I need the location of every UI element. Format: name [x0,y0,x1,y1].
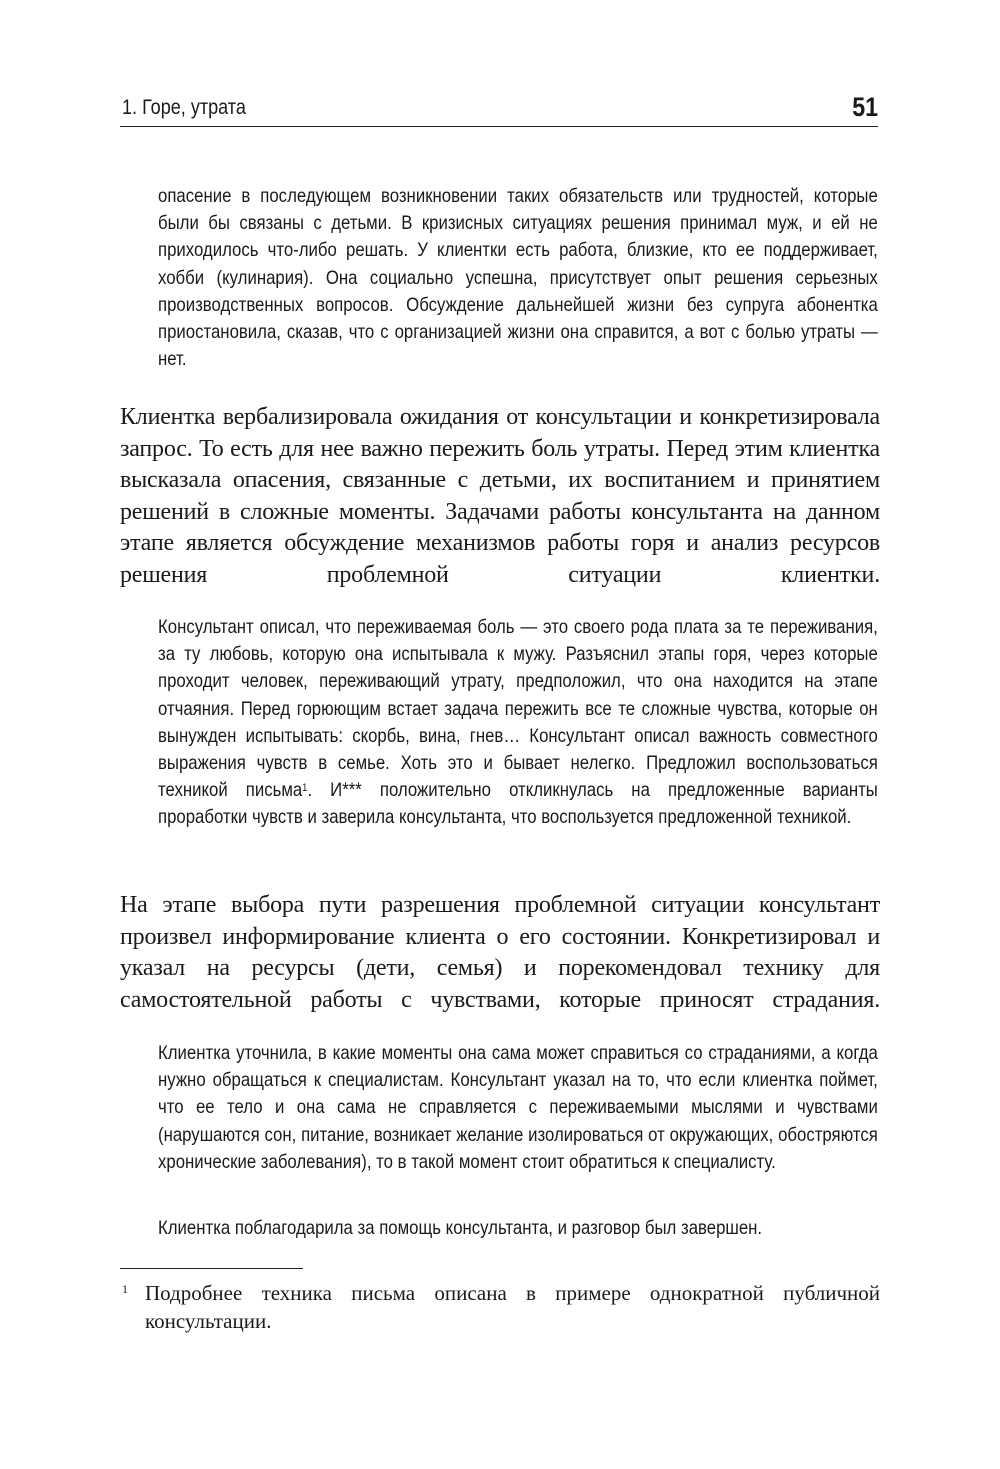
main-paragraph-1 [120,402,880,592]
case-excerpt-1 [158,183,878,373]
case-excerpt-2-part1: Консультант описал, что переживаемая боль — это своего рода плата за те переживания, за ту любовь, которую она испытывала к мужу. Разъяснил этапы горя, через которые проходит человек, переживающий утрату, предположил, что она находится на этапе отчаяния. Перед горюющим встает задача пережить все те сложные чувства, которые он вынужден испытывать: скорбь, вина, гнев… Консультант описал важность совместного выражения чувств в семье. Хоть это и бывает нелегко. Предложил воспользоваться техникой письма [158,616,878,802]
footnote-divider [120,1268,303,1269]
case-excerpt-3-text: Клиентка уточнила, в какие моменты она сама может справиться со страданиями, а когда нужно обращаться к специалистам. Консультант указал на то, что если клиентка поймет, что ее тело и она сама не справляется с переживаемыми мыслями и чувствами (нарушаются сон, питание, возникает желание изолироваться от окружающих, обостряются хронические заболевания), то в такой момент стоит обратиться к специалисту. [158,1042,878,1173]
page-number: 51 [852,92,878,122]
case-excerpt-4 [158,1215,878,1242]
footnote-reference[interactable]: 1 [302,782,308,795]
running-header [120,92,878,127]
footnote-text: Подробнее техника письма описана в примере однократной публичной консультации. [145,1281,880,1333]
main-paragraph-2-text: На этапе выбора пути разрешения проблемной ситуации консультант произвел информирование клиента о его состоянии. Конкретизировал и указал на ресурсы (дети, семья) и порекомендовал технику для самостоятельной работы с чувствами, которые приносят страдания. [120,892,880,1013]
case-excerpt-1-text: опасение в последующем возникновении таких обязательств или трудностей, которые были бы связаны с детьми. В кризисных ситуациях решения принимал муж, и ей не приходилось что-либо решать. У клиентки есть работа, близкие, кто ее поддерживает, хобби (кулинария). Она социально успешна, присутствует опыт решения серьезных производственных вопросов. Обсуждение дальнейшей жизни без супруга абонентка приостановила, сказав, что с организацией жизни она справится, а вот с болью утраты — нет. [158,185,878,371]
case-excerpt-4-text: Клиентка поблагодарила за помощь консультанта, и разговор был завершен. [158,1217,763,1239]
footnote-mark: 1 [122,1282,128,1296]
case-excerpt-2-text [158,614,878,832]
main-paragraph-1-text: Клиентка вербализировала ожидания от консультации и конкретизировала запрос. То есть для нее важно пережить боль утраты. Перед этим клиентка высказала опасения, связанные с детьми, их воспитанием и принятием решений в сложные моменты. Задачами работы консультанта на данном этапе является обсуждение механизмов работы горя и анализ ресурсов решения проблемной ситуации клиентки. [120,404,880,588]
case-excerpt-2 [158,614,878,832]
footnote [120,1280,880,1335]
running-title: 1. Горе, утрата [122,96,246,119]
case-excerpt-2-part2: . И*** положительно откликнулась на предложенные варианты проработки чувств и заверила консультанта, что воспользуется предложенной техникой. [158,779,878,829]
case-excerpt-3 [158,1040,878,1176]
main-paragraph-2 [120,890,880,1016]
